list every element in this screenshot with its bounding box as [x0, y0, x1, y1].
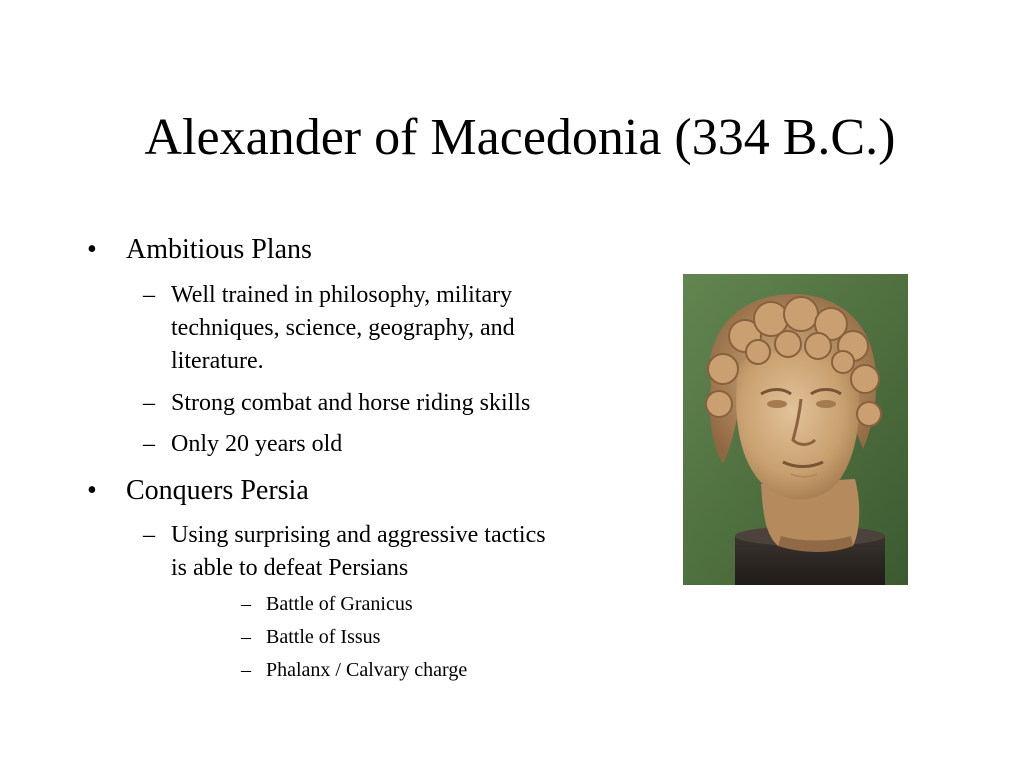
bullet-text: Conquers Persia [126, 475, 309, 506]
bullet-text: Ambitious Plans [126, 234, 312, 265]
sub-bullet-item [143, 279, 601, 378]
dash-marker: – [241, 626, 251, 648]
dash-marker: – [241, 593, 251, 615]
dash-marker: – [143, 390, 155, 416]
sub-bullet-item [143, 428, 343, 461]
bullet-marker: • [87, 475, 97, 506]
sub-bullet-item [143, 519, 551, 585]
bullet-item [87, 233, 312, 267]
sub-bullet-text: Well trained in philosophy, military techniques, science, geography, and literature. [171, 282, 515, 374]
sub-bullet-item [143, 387, 531, 420]
bust-illustration [683, 274, 908, 585]
sub-sub-bullet-text: Phalanx / Calvary charge [266, 659, 468, 681]
sub-bullet-text: Only 20 years old [171, 431, 343, 457]
slide-title: Alexander of Macedonia (334 B.C.) [144, 109, 896, 166]
sub-sub-bullet-text: Battle of Issus [266, 626, 381, 648]
alexander-bust-image [683, 274, 908, 585]
sub-sub-bullet-item [241, 625, 381, 649]
dash-marker: – [143, 522, 155, 548]
sub-bullet-text: Using surprising and aggressive tactics is able to defeat Persians [171, 522, 546, 581]
dash-marker: – [241, 659, 251, 681]
sub-bullet-text: Strong combat and horse riding skills [171, 390, 531, 416]
bullet-item [87, 474, 309, 508]
dash-marker: – [143, 431, 155, 457]
sub-sub-bullet-item [241, 592, 413, 616]
sub-sub-bullet-item [241, 658, 468, 682]
bullet-marker: • [87, 234, 97, 265]
dash-marker: – [143, 282, 155, 308]
sub-sub-bullet-text: Battle of Granicus [266, 593, 413, 615]
